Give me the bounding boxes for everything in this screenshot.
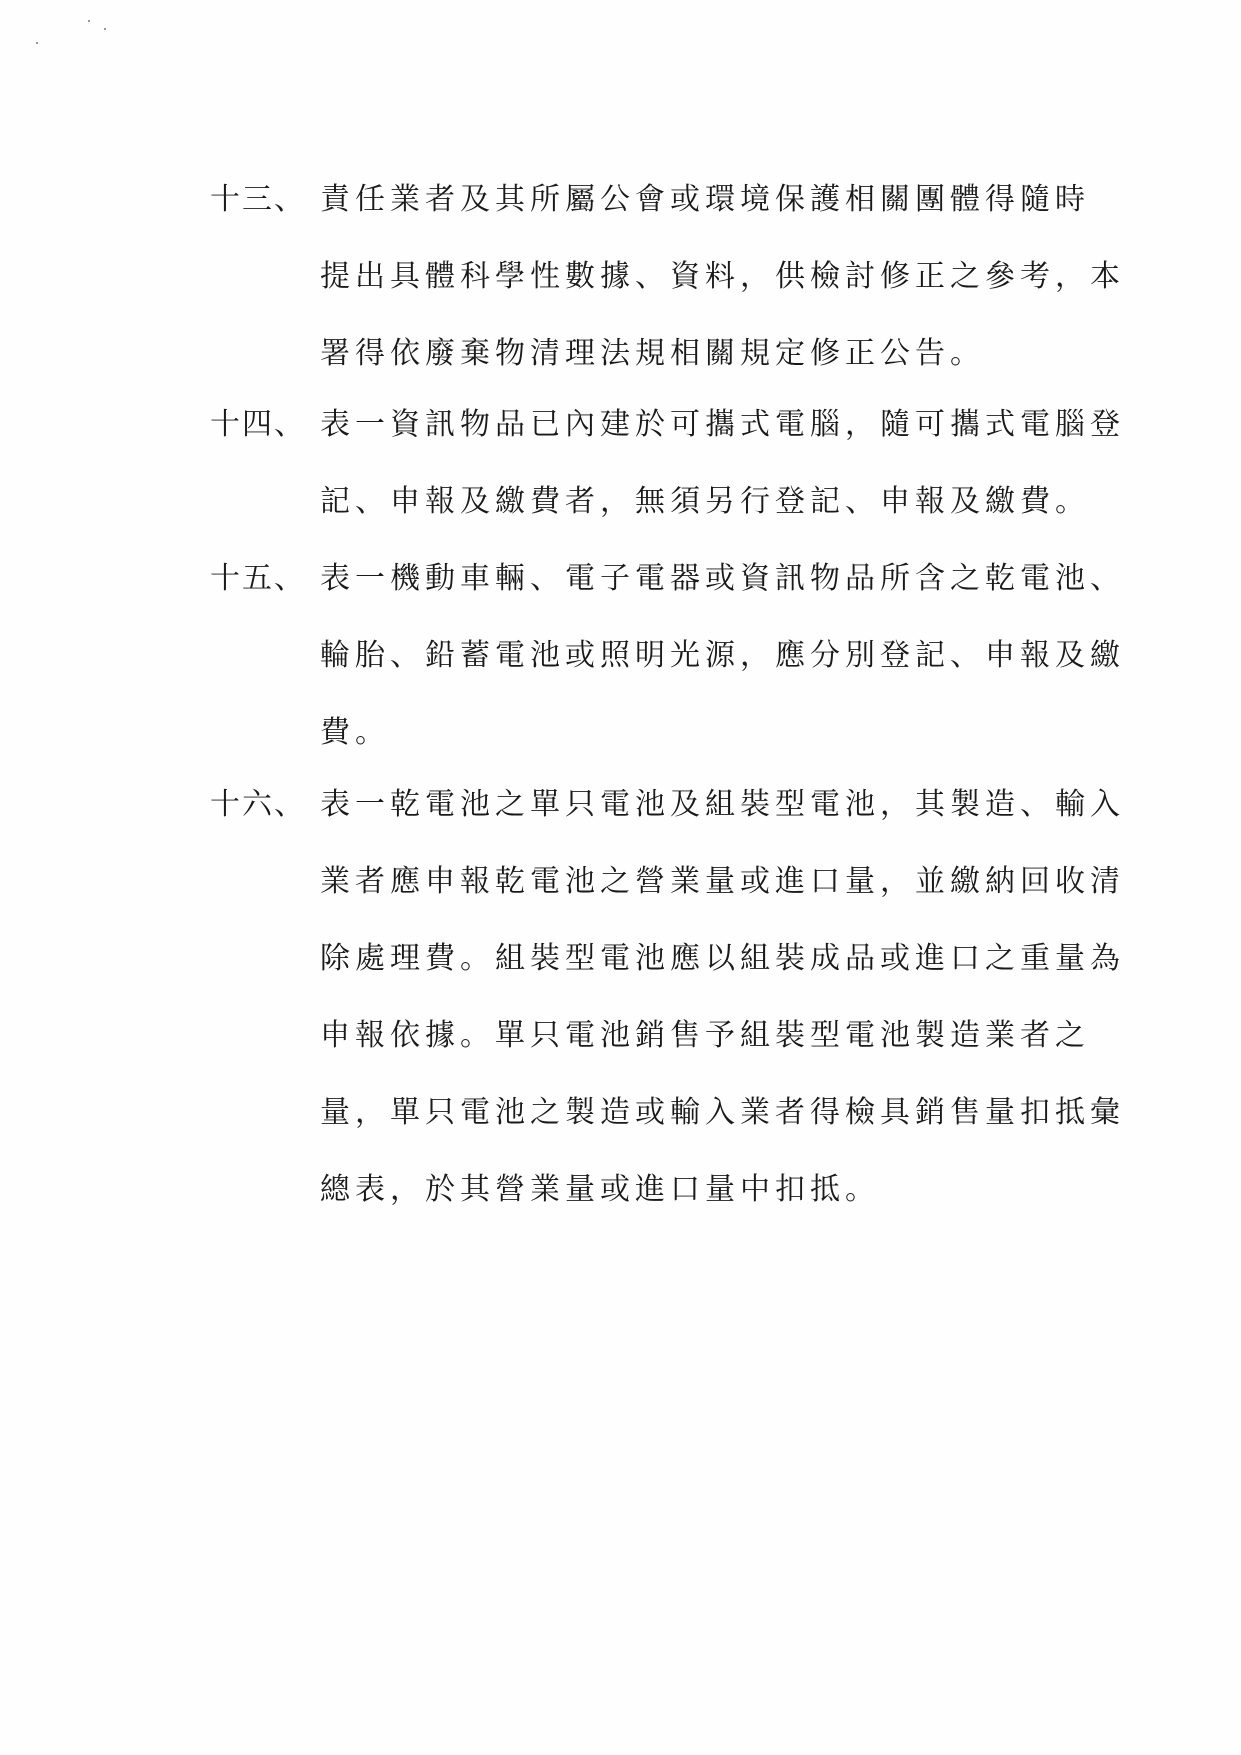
clause-line: 責任業者及其所屬公會或環境保護相關團體得隨時 — [320, 182, 1090, 217]
clause-line: 申報依據。單只電池銷售予組裝型電池製造業者之 — [320, 1018, 1090, 1053]
clause-line: 表一機動車輛、電子電器或資訊物品所含之乾電池、 — [320, 561, 1125, 596]
clause-line: 除處理費。組裝型電池應以組裝成品或進口之重量為 — [320, 941, 1125, 976]
clause-line: 業者應申報乾電池之營業量或進口量，並繳納回收清 — [320, 864, 1125, 899]
scan-speck — [36, 42, 38, 44]
clause-number: 十三、 — [210, 182, 306, 217]
scan-speck — [104, 28, 106, 30]
clause-line: 輪胎、鉛蓄電池或照明光源，應分別登記、申報及繳 — [320, 638, 1125, 673]
clause-number: 十五、 — [210, 561, 306, 596]
clause-line: 表一乾電池之單只電池及組裝型電池，其製造、輸入 — [320, 787, 1125, 822]
clause-number: 十四、 — [210, 407, 306, 442]
clause-line: 費。 — [320, 715, 390, 750]
clause-number: 十六、 — [210, 787, 306, 822]
clause-line: 總表，於其營業量或進口量中扣抵。 — [320, 1172, 880, 1207]
clause-line: 表一資訊物品已內建於可攜式電腦，隨可攜式電腦登 — [320, 407, 1125, 442]
scan-speck — [88, 20, 90, 22]
clause-line: 署得依廢棄物清理法規相關規定修正公告。 — [320, 336, 985, 371]
clause-line: 記、申報及繳費者，無須另行登記、申報及繳費。 — [320, 484, 1090, 519]
clause-line: 提出具體科學性數據、資料，供檢討修正之參考，本 — [320, 259, 1125, 294]
clause-line: 量，單只電池之製造或輸入業者得檢具銷售量扣抵彙 — [320, 1095, 1125, 1130]
